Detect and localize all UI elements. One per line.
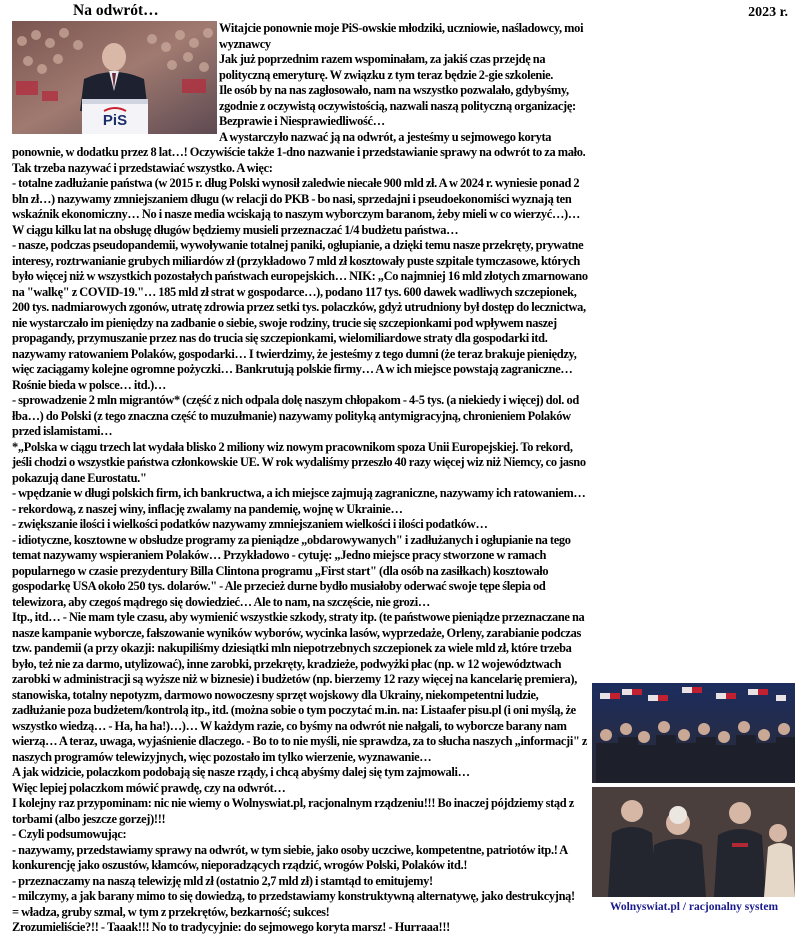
paragraph: - sprowadzenie 2 mln migrantów* (część z nich odpala dolę naszym chłopakom - 4-5 tys. (a niekiedy i więcej) dol. od łba…) do Polski (z tego znaczna część to muzułmanie) nazywamy polityką antymigracyjną, chronieniem Polaków przed islamistami… [12,393,579,438]
bottom-photo-spacer [589,683,798,898]
paragraph: Więc lepiej polaczkom mówić prawdę, czy na odwrót… [12,780,286,795]
paragraph: A wystarczyło nazwać ją na odwrót, a jesteśmy u sejmowego koryta ponownie, w dodatku przez 8 lat…! Oczywiście także 1-dno nazwanie i przedstawianie sprawy na odwrót to za mało. Tak trzeba nazywać i przedstawiać wszystko. A więc: [12,129,586,175]
article-body [12,21,798,936]
paragraph: - nazywamy, przedstawiamy sprawy na odwrót, w tym siebie, jako osoby uczciwe, kompetentne, patriotów itp.! A konkurencję jako oszustów, kłamców, nieporadzących rządzić, wrogów Polski, Polaków itd.! [12,842,568,872]
paragraph: - nasze, podczas pseudopandemii, wywoływanie totalnej paniki, ogłupianie, a dzięki temu nasze przekręty, prywatne interesy, roztrwanianie grubych miliardów zł (przykładowo 7 mld zł kosztowały puste szpitale tymczasowe, których było więcej niż w wszystkich pozostałych państwach europejskich… NIK: „Co najmniej 16 mld złotych zmarnowano na "walkę" z COVID-19."… 185 mld zł strat w gospodarce…), podano 117 tys. 600 dawek wadliwych szczepionek, 200 tys. nadmiarowych zgonów, utratę zdrowia przez setki tys. polaczków, gdyż utrudniony był dostęp do lecznictwa, nie wystarczało im pieniędzy na zadbanie o siebie, swoje rodziny, trucie się szczepionkami pod wpływem naszej propagandy, przymuszanie przez nas do trucia się szczepionkami, wielomiliardowe straty dla gospodarki itd. nazywamy ratowaniem Polaków, gospodarki… I twierdzimy, że jesteśmy z tego dumni (że teraz brakuje pieniędzy, więc zaciągamy kolejne ogromne pożyczki… Bankrutują polskie firmy… A w ich miejsce powstają zagraniczne… Rośnie bieda w polsce… itd.)… [12,238,588,392]
paragraph: - milczymy, a jak barany mimo to się dowiedzą, to przedstawiamy konstruktywną alternatywę, jako destrukcyjną! [12,889,575,903]
paragraph: - rekordową, z naszej winy, inflację zwalamy na pandemię, wojnę w Ukrainie… [12,501,403,516]
top-photo-spacer [12,21,219,136]
paragraph: Ile osób by na nas zagłosowało, nam na wszystko pozwalało, gdybyśmy, zgodnie z oczywistą oczywistością, nazwali naszą polityczną organizację: Bezprawie i Niesprawiedliwość… [219,83,576,128]
paragraph: I kolejny raz przypominam: nic nie wiemy o Wolnyswiat.pl, racjonalnym rządzeniu!!! Bo inaczej pójdziemy stąd z torbami (albo jeszcze gorzej)!!! [12,796,574,826]
source-separator: / [682,901,687,913]
article-title: Na odwrót… [73,2,159,19]
pis-logo: PiS [102,112,128,129]
source-footer [594,900,794,915]
paragraph: = władza, gruby szmal, w tym z przekrętów, bezkarność; sukces! [12,904,330,919]
source-name-link[interactable]: racjonalny system [688,901,779,913]
paragraph: A jak widzicie, polaczkom podobają się nasze rządy, i chcą abyśmy dalej się tym zajmowali… [12,765,470,779]
paragraph: Itp., itd… - Nie mam tyle czasu, aby wymienić wszystkie szkody, straty itp. (te państwowe pieniądze przeznaczane na nasze kampanie wyborcze, fałszowanie wyników wyborów, wycinka lasów, wyprzedaże, Orleny, zarabianie podczas tzw. pandemii (a przy okazji: nakupiliśmy dziesiątki mln niepotrzebnych szczepionek za wiele mld zł, które trzeba było, też nie za darmo, utylizować), inne zarobki, przekręty, kradzieże, podwyżki płac (np. w 12 województwach zarobki w administracji są wyższe niż w biznesie) i budżetów (np. bierzemy 12 razy więcej na kancelarię premiera), stanowiska, totalny nepotyzm, darmowo nowoczesny sprzęt wojskowy dla Ukrainy, niekompetentni ludzie, zadłużanie poza budżetem/kontrolą itp., itd. (można sobie o tym poczytać m.in. na: Listaafer pisu.pl (i oni myślą, że wszystko wiedzą… - Ha, ha ha!)…)… W każdym razie, co byśmy na odwrót nie nałgali, to wyborcze barany nam wierzą… A teraz, uwaga, wyjaśnienie dlaczego. - Bo to to nie myśli, nie sprawdza, za to słucha naszych „informacji" z naszych programów telewizyjnych, więc pozostało im tylko wierzenie, wyznawanie… [12,610,588,764]
paragraph: - przeznaczamy na naszą telewizję mld zł (ostatnio 2,7 mld zł) i stamtąd to emitujemy! [12,873,433,888]
paragraph: Jak już poprzednim razem wspominałam, za jakiś czas przejdę na polityczną emeryturę. W związku z tym teraz będzie 2-gie szkolenie. [219,52,554,82]
article-year: 2023 r. [748,5,788,20]
paragraph: Zrozumieliście?!! - Taaak!!! No to tradycyjnie: do sejmowego koryta marsz! - Hurraaa!!! [12,920,450,934]
paragraph: - Czyli podsumowując: [12,827,127,841]
paragraph: W ciągu kilku lat na obsługę długów będziemy musieli przeznaczać 1/4 budżetu państwa… [12,222,459,237]
source-site-link[interactable]: Wolnyswiat.pl [609,901,680,913]
paragraph: - idiotyczne, kosztowne w obsłudze programy za pieniądze „obdarowywanych" i zadłużanych i ogłupianie na tego temat nazywamy wspieraniem Polaków… Przykładowo - cytuję: „Jedno miejsce pracy stworzone w ramach popularnego w czasie prezydentury Billa Clintona programu „First start" (dla osób na zasiłkach) kosztowało gospodarkę USA około 250 tys. dolarów." - Ale przecież durne bydło musiałoby oderwać swoje tępe ślepia od telewizora, aby czegoś mądrego się dowiedzieć… Ale to nam, na szczęście, nie grozi… [12,532,571,609]
paragraph: - zwiększanie ilości i wielkości podatków nazywamy zmniejszaniem wielkości i ilości podatków… [12,517,488,531]
paragraph: - wpędzanie w długi polskich firm, ich bankructwa, a ich miejsce zajmują zagraniczne, nazywamy ich ratowaniem… [12,486,586,500]
paragraph: Witajcie ponownie moje PiS-owskie młodziki, uczniowie, naśladowcy, moi wyznawcy [219,21,584,51]
paragraph: *„Polska w ciągu trzech lat wydała blisko 2 miliony wiz nowym pracownikom spoza Unii Europejskiej. To rekord, jeśli chodzi o wszystkie państwa członkowskie UE. W rok wydaliśmy przeszło 40 razy więcej wiz niż Niemcy, co jasno pokazują dane Eurostatu." [12,439,586,485]
paragraph: - totalne zadłużanie państwa (w 2015 r. dług Polski wynosił zaledwie niecałe 900 mld zł. A w 2024 r. wyniesie ponad 2 bln zł…) nazywamy zmniejszaniem długu (w relacji do PKB - bo nasi, sprzedajni i pseudoekonomiści wyznają ten wskaźnik ekonomiczny… No i nasze media wciskają to naszym wyborczym baranom, żeby mieli w co wierzyć…)… [12,176,580,221]
